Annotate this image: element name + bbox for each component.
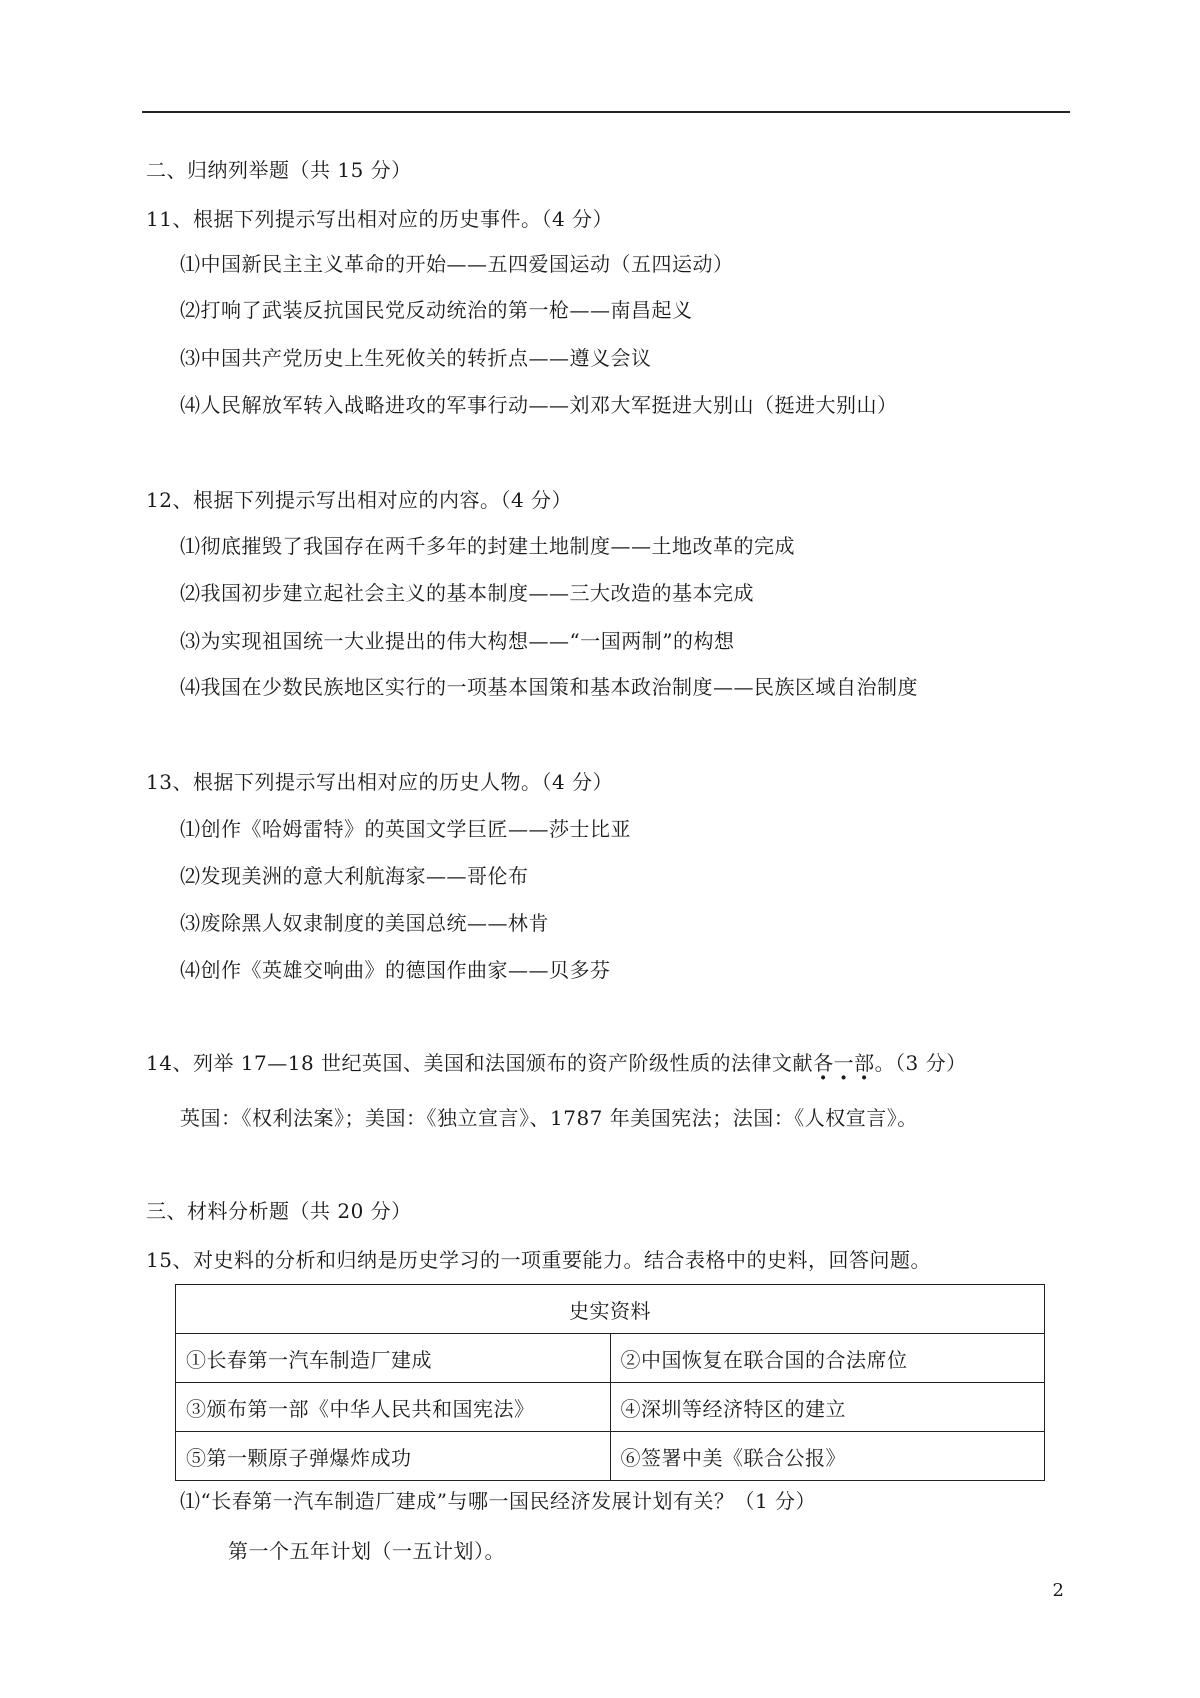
question-11-stem: 11、根据下列提示写出相对应的历史事件。（4 分）	[146, 207, 614, 231]
emphasis-char-3: 部	[854, 1051, 875, 1075]
table-cell: ⑥签署中美《联合公报》	[610, 1432, 1045, 1481]
emphasis-char-2: 一	[833, 1051, 855, 1075]
question-11-item-4: ⑷人民解放军转入战略进攻的军事行动——刘邓大军挺进大别山（挺进大别山）	[180, 393, 898, 417]
page-number: 2	[1052, 1580, 1064, 1601]
question-11-item-1: ⑴中国新民主主义革命的开始——五四爱国运动（五四运动）	[180, 252, 734, 276]
table-cell: ④深圳等经济特区的建立	[610, 1383, 1045, 1432]
question-15-stem: 15、对史料的分析和归纳是历史学习的一项重要能力。结合表格中的史料，回答问题。	[146, 1248, 931, 1272]
table-header-cell: 史实资料	[176, 1285, 1045, 1334]
question-11-item-3: ⑶中国共产党历史上生死攸关的转折点——遵义会议	[180, 346, 652, 370]
question-13-item-1: ⑴创作《哈姆雷特》的英国文学巨匠——莎士比亚	[180, 817, 631, 841]
section-3-title: 三、材料分析题（共 20 分）	[146, 1199, 412, 1223]
question-14-answer: 英国：《权利法案》；美国：《独立宣言》、1787 年美国宪法；法国：《人权宣言》。	[180, 1106, 918, 1130]
question-13-item-2: ⑵发现美洲的意大利航海家——哥伦布	[180, 864, 529, 888]
question-14-stem-text: 14、列举 17—18 世纪英国、美国和法国颁布的资产阶级性质的法律文献	[146, 1051, 814, 1075]
table-row	[176, 1334, 1045, 1383]
question-11-item-2: ⑵打响了武装反抗国民党反动统治的第一枪——南昌起义	[180, 298, 693, 322]
historical-facts-table	[175, 1284, 1045, 1481]
table-header-row	[176, 1285, 1045, 1334]
question-12-stem: 12、根据下列提示写出相对应的内容。（4 分）	[146, 488, 573, 512]
question-14-points: 。（3 分）	[874, 1051, 967, 1075]
table-cell: ①长春第一汽车制造厂建成	[176, 1334, 611, 1383]
section-2-title: 二、归纳列举题（共 15 分）	[146, 158, 412, 182]
table-cell: ⑤第一颗原子弹爆炸成功	[176, 1432, 611, 1481]
question-12-item-3: ⑶为实现祖国统一大业提出的伟大构想——“一国两制”的构想	[180, 629, 735, 653]
question-15-sub-1-answer: 第一个五年计划（一五计划）。	[228, 1539, 505, 1563]
table-cell: ②中国恢复在联合国的合法席位	[610, 1334, 1045, 1383]
question-12-item-1: ⑴彻底摧毁了我国存在两千多年的封建土地制度——土地改革的完成	[180, 534, 795, 558]
question-13-item-4: ⑷创作《英雄交响曲》的德国作曲家——贝多芬	[180, 958, 611, 982]
table-cell: ③颁布第一部《中华人民共和国宪法》	[176, 1383, 611, 1432]
header-rule	[142, 111, 1070, 113]
question-15-sub-1: ⑴“长春第一汽车制造厂建成”与哪一国民经济发展计划有关？（1 分）	[180, 1489, 817, 1513]
question-13-item-3: ⑶废除黑人奴隶制度的美国总统——林肯	[180, 911, 549, 935]
question-12-item-4: ⑷我国在少数民族地区实行的一项基本国策和基本政治制度——民族区域自治制度	[180, 675, 918, 699]
table-row	[176, 1432, 1045, 1481]
question-14-stem	[146, 1050, 967, 1076]
table-row	[176, 1383, 1045, 1432]
question-12-item-2: ⑵我国初步建立起社会主义的基本制度——三大改造的基本完成	[180, 581, 754, 605]
emphasis-char-1: 各	[813, 1051, 834, 1075]
question-13-stem: 13、根据下列提示写出相对应的历史人物。（4 分）	[146, 770, 614, 794]
